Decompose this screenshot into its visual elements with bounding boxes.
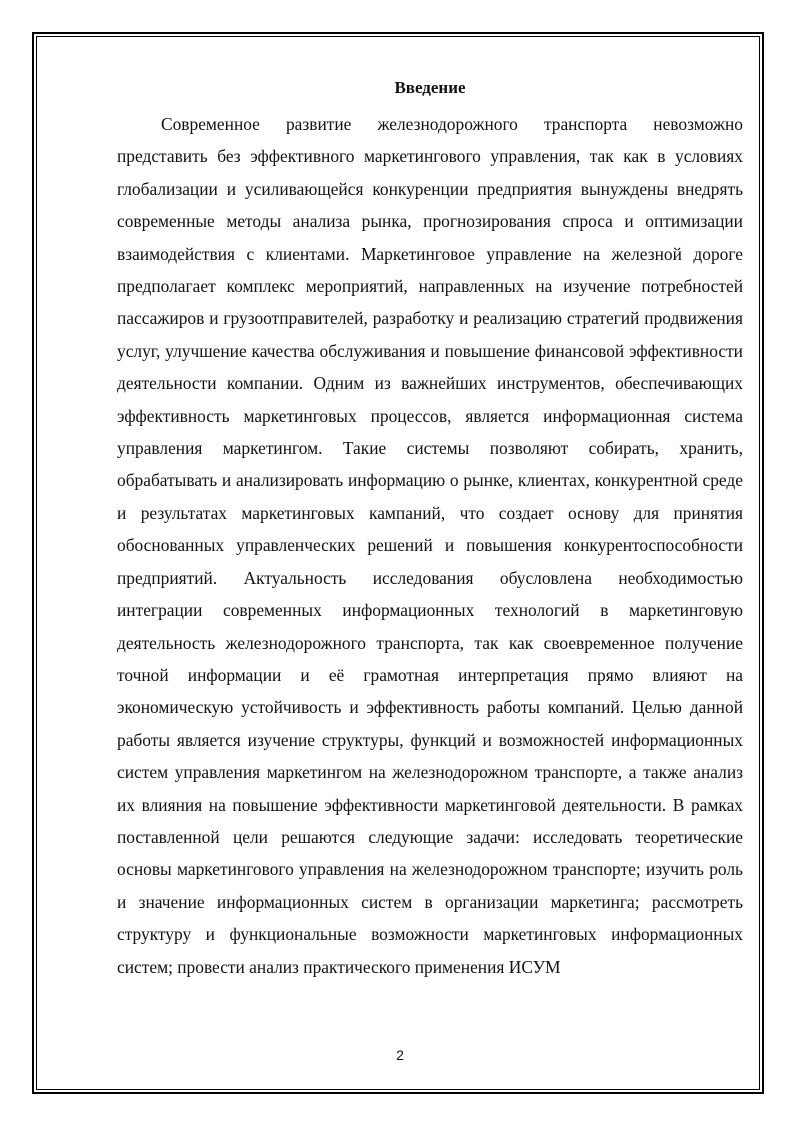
document-body: [117, 72, 743, 983]
body-paragraph: Современное развитие железнодорожного транспорта невозможно представить без эффективного маркетингового управления, так как в условиях глобализации и усиливающейся конкуренции предприятия вынуждены внедрять современные методы анализа рынка, прогнозирования спроса и оптимизации взаимодействия с клиентами. Маркетинговое управление на железной дороге предполагает комплекс мероприятий, направленных на изучение потребностей пассажиров и грузоотправителей, разработку и реализацию стратегий продвижения услуг, улучшение качества обслуживания и повышение финансовой эффективности деятельности компании. Одним из важнейших инструментов, обеспечивающих эффективность маркетинговых процессов, является информационная система управления маркетингом. Такие системы позволяют собирать, хранить, обрабатывать и анализировать информацию о рынке, клиентах, конкурентной среде и результатах маркетинговых кампаний, что создает основу для принятия обоснованных управленческих решений и повышения конкурентоспособности предприятий. Актуальность исследования обусловлена необходимостью интеграции современных информационных технологий в маркетинговую деятельность железнодорожного транспорта, так как своевременное получение точной информации и её грамотная интерпретация прямо влияют на экономическую устойчивость и эффективность работы компаний. Целью данной работы является изучение структуры, функций и возможностей информационных систем управления маркетингом на железнодорожном транспорте, а также анализ их влияния на повышение эффективности маркетинговой деятельности. В рамках поставленной цели решаются следующие задачи: исследовать теоретические основы маркетингового управления на железнодорожном транспорте; изучить роль и значение информационных систем в организации маркетинга; рассмотреть структуру и функциональные возможности маркетинговых информационных систем; провести анализ практического применения ИСУМ: [117, 114, 743, 977]
section-heading: Введение: [394, 78, 466, 97]
page-number: 2: [396, 1047, 404, 1063]
